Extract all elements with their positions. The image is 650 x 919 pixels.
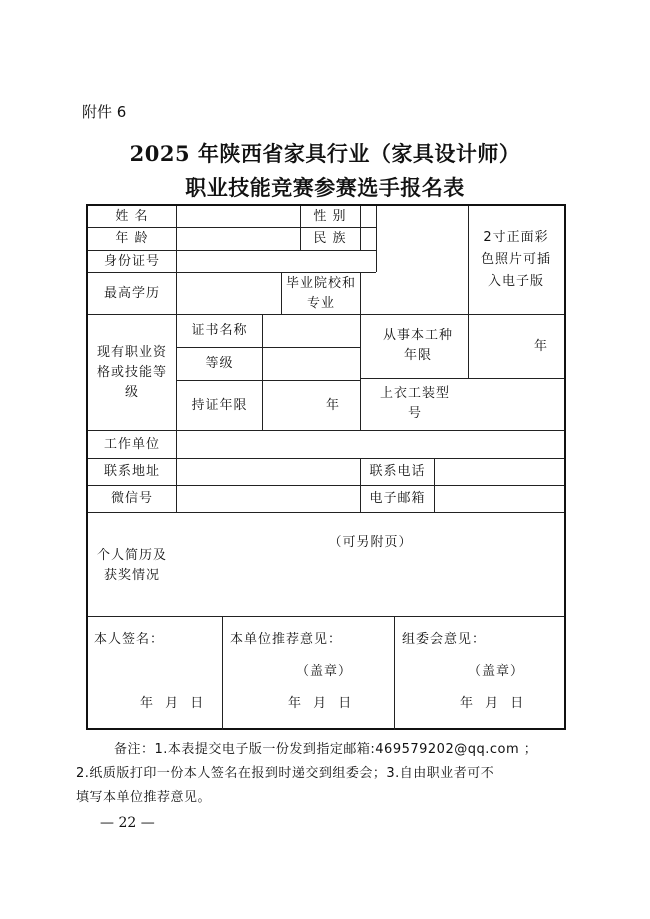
wechat-label: 微信号 [110,491,153,506]
school-major-label: 毕业院校和专业 [285,275,356,311]
email-label: 电子邮箱 [369,491,426,506]
grid-line [360,314,361,430]
self-sign-label: 本人签名： [94,632,165,647]
note-line-3: 填写本单位推荐意见。 [76,790,212,805]
jacket-size-field[interactable] [469,379,564,430]
unit-seal: （盖章） [296,664,353,679]
committee-opinion-label: 组委会意见： [402,632,487,647]
address-label: 联系地址 [103,464,160,479]
work-years-field[interactable] [469,315,564,378]
grid-line [394,616,395,730]
grid-line [281,272,282,314]
work-unit-label: 工作单位 [103,436,160,452]
gender-label: 性 别 [313,208,347,224]
cert-years-field[interactable] [263,381,360,430]
address-field[interactable] [177,459,360,485]
form-notes [76,738,576,810]
form-title-line-2: 职业技能竞赛参赛选手报名表 [185,175,465,200]
jacket-size-label: 上衣工装型号 [379,386,450,421]
unit-opinion-date: 年 月 日 [288,696,356,711]
work-years-unit: 年 [533,338,548,354]
resume-field[interactable] [177,513,564,616]
id-number-field[interactable] [177,251,376,272]
self-sign-date: 年 月 日 [140,696,208,711]
gender-field[interactable] [361,206,468,227]
grid-line [222,616,223,730]
registration-form-table [86,204,566,730]
page-number: — 22 — [100,815,155,831]
school-major-field[interactable] [361,273,468,314]
id-number-label: 身份证号 [103,253,160,269]
wechat-field[interactable] [177,486,360,512]
grid-line [88,616,564,617]
level-label: 等级 [205,356,234,371]
cert-name-label: 证书名称 [191,323,248,338]
photo-placeholder[interactable]: 2寸正面彩色照片可插入电子版 [480,230,551,289]
committee-seal: （盖章） [468,664,525,679]
unit-opinion-label: 本单位推荐意见： [230,632,343,647]
form-title-line-1: 2025 年陕西省家具行业（家具设计师） [129,141,521,166]
qualification-label: 现有职业资格或技能等级 [96,345,167,400]
phone-label: 联系电话 [369,464,426,479]
committee-opinion-date: 年 月 日 [460,696,528,711]
phone-field[interactable] [435,459,564,485]
ethnicity-field[interactable] [361,228,468,250]
age-field[interactable] [177,228,300,250]
cert-years-unit: 年 [325,397,340,413]
note-line-2: 2.纸质版打印一份本人签名在报到时递交到组委会；3.自由职业者可不 [76,766,495,781]
note-line-1: 备注：1.本表提交电子版一份发到指定邮箱:469579202@qq.com ； [114,742,538,757]
work-unit-field[interactable] [177,431,564,458]
resume-note: （可另附页） [328,535,413,550]
name-field[interactable] [177,206,300,227]
grid-line [468,206,469,314]
attachment-label: 附件 6 [82,103,127,121]
name-label: 姓 名 [115,208,149,224]
ethnicity-label: 民 族 [313,231,347,246]
email-field[interactable] [435,486,564,512]
age-label: 年 龄 [115,231,149,246]
education-label: 最高学历 [103,285,160,301]
cert-years-label: 持证年限 [191,397,248,413]
education-field[interactable] [177,273,281,314]
work-years-label: 从事本工种年限 [382,328,453,363]
cert-name-field[interactable] [263,315,360,347]
resume-label: 个人简历及获奖情况 [96,548,167,583]
level-field[interactable] [263,348,360,380]
